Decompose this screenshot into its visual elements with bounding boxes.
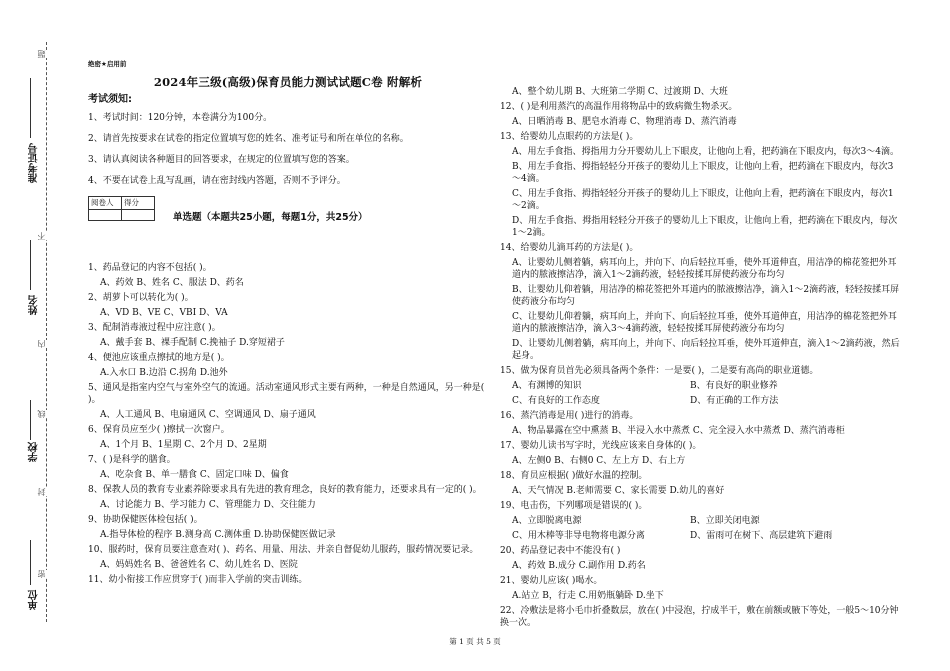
- question-text: 5、通风是指室内空气与室外空气的流通。活动室通风形式主要有两种，一种是自然通风，另一种是( )。: [88, 383, 485, 405]
- question-options: B、让婴幼儿仰着躺，用洁净的棉花签把外耳道内的脓液擦洁净，滴入1～2滴药液，轻轻按揉耳屏使药液分布均匀: [512, 285, 900, 307]
- question-text: 7、( )是科学的膳食。: [88, 455, 176, 465]
- question-options: A、药效 B.成分 C.副作用 D.药名: [512, 561, 646, 571]
- question-options: [500, 380, 900, 392]
- question-options: A、药效 B、姓名 C、服法 D、药名: [100, 278, 244, 288]
- seal-char: 密: [37, 570, 46, 578]
- score-header-grader: 阅卷人: [89, 197, 122, 210]
- option: C、用木棒等非导电物将电源分离: [512, 531, 645, 541]
- left-question-list: [88, 262, 488, 586]
- question-text: 12、( )是利用蒸汽的高温作用将物品中的致病微生物杀灭。: [500, 102, 738, 112]
- option: C、有良好的工作态度: [512, 396, 600, 406]
- field-underline: [30, 78, 31, 138]
- score-table: [88, 196, 155, 221]
- seal-char: 线: [37, 410, 46, 418]
- question-options: A、妈妈姓名 B、爸爸姓名 C、幼儿姓名 D、医院: [100, 560, 298, 570]
- question-options: A、用左手食指、拇指用力分开婴幼儿上下眼皮，让他向上看，把药滴在下眼皮内，每次3～4滴。: [512, 147, 899, 157]
- question-options: A、日晒消毒 B、肥皂水消毒 C、物理消毒 D、蒸汽消毒: [512, 117, 737, 127]
- question-text: 15、做为保育员首先必须具备两个条件：一是要( )，二是要有高尚的职业道德。: [500, 366, 819, 376]
- question-text: 21、婴幼儿应该( )喝水。: [500, 576, 603, 586]
- option: A、立即脱离电源: [512, 516, 582, 526]
- question-options: A、天气情况 B.老师需要 C、家长需要 D.幼儿的喜好: [512, 486, 725, 496]
- question-options: [500, 395, 900, 407]
- question-options: C、用左手食指、拇指轻轻分开孩子的婴幼儿上下眼皮，让他向上看，把药滴在下眼皮内，每次1～2滴。: [512, 189, 894, 211]
- score-cell-grader[interactable]: [89, 210, 122, 221]
- notice-heading: 考试须知:: [88, 94, 132, 105]
- question-options: A.入水口 B.边沿 C.拐角 D.池外: [100, 368, 228, 378]
- question-options: A.指导体检的程序 B.测身高 C.测体重 D.协助保健医做记录: [100, 530, 336, 540]
- question-text: 14、给婴幼儿滴耳药的方法是( )。: [500, 243, 639, 253]
- left-column: [88, 58, 488, 589]
- question-options: [500, 530, 900, 542]
- field-underline: [30, 540, 31, 585]
- question-options: A、左侧0 B、右侧0 C、左上方 D、右上方: [512, 456, 686, 466]
- question-text: 16、蒸汽消毒是用( )进行的消毒。: [500, 411, 639, 421]
- seal-char: 不: [37, 232, 46, 240]
- question-options: A、讨论能力 B、学习能力 C、管理能力 D、交往能力: [100, 500, 316, 510]
- question-text: 18、育员应根据( )做好水温的控制。: [500, 471, 648, 481]
- score-cell-score[interactable]: [122, 210, 155, 221]
- option: B、有良好的职业修养: [690, 381, 778, 391]
- question-options: D、用左手食指、拇指用轻轻分开孩子的婴幼儿上下眼皮，让他向上看，把药滴在下眼皮内，每次1～2滴。: [512, 216, 898, 238]
- option: A、有渊博的知识: [512, 381, 582, 391]
- question-options: A、物品暴露在空中熏蒸 B、半浸入水中蒸煮 C、完全浸入水中蒸煮 D、蒸汽消毒柜: [512, 426, 845, 436]
- notice-item: 3、请认真阅读各种题目的回答要求，在规定的位置填写您的答案。: [88, 155, 355, 165]
- question-options: C、让婴幼儿仰着躺，病耳向上，并向下、向后轻拉耳垂，使外耳道伸直，用洁净的棉花签把外耳道内的脓液擦洁净，滴入3～4滴药液，轻轻按揉耳屏使药液分布均匀: [512, 312, 897, 334]
- page-title: 2024年三级(高级)保育员能力测试试题C卷 附解析: [153, 75, 423, 89]
- question-text: 6、保育员应至少( )擦拭一次窗户。: [88, 425, 230, 435]
- question-options: A、1个月 B、1星期 C、2个月 D、2星期: [100, 440, 267, 450]
- question-text: 11、幼小衔接工作应贯穿于( )而非入学前的突击训练。: [88, 575, 308, 585]
- notice-item: 4、不要在试卷上乱写乱画，请在密封线内答题，否则不予评分。: [88, 176, 346, 186]
- section-heading: 单选题（本题共25小题，每题1分，共25分）: [173, 212, 368, 223]
- binding-margin: [0, 0, 72, 671]
- page-footer: 第 1 页 共 5 页: [449, 637, 501, 646]
- option: D、有正确的工作方法: [690, 396, 779, 406]
- question-text: 13、给婴幼儿点眼药的方法是( )。: [500, 132, 639, 142]
- notice-item: 2、请首先按要求在试卷的指定位置填写您的姓名、准考证号和所在单位的名称。: [88, 134, 409, 144]
- field-exam-number-label: 准考证号: [29, 143, 40, 183]
- seal-char: 封: [37, 488, 46, 496]
- question-options: A、整个幼儿期 B、大班第二学期 C、过渡期 D、大班: [512, 87, 728, 97]
- question-text: 8、保教人员的教育专业素养除要求具有先进的教育理念，良好的教育能力，还要求具有一定的( )。: [88, 485, 482, 495]
- question-options: A、戴手套 B、裸手配制 C.挽袖子 D.穿短裙子: [100, 338, 285, 348]
- field-name-label: 姓名: [29, 295, 40, 315]
- field-underline: [30, 240, 31, 290]
- seal-char: 内: [37, 340, 46, 348]
- option: B、立即关闭电源: [690, 516, 760, 526]
- question-options: A、吃杂食 B、单一膳食 C、固定口味 D、偏食: [100, 470, 289, 480]
- question-options: B、用左手食指、拇指轻轻分开孩子的婴幼儿上下眼皮，让他向上看，把药滴在下眼皮内，每次3～4滴。: [512, 162, 894, 184]
- seal-char: 题: [37, 50, 46, 58]
- question-options: A、让婴幼儿侧着躺，病耳向上，并向下、向后轻拉耳垂，使外耳道伸直，用洁净的棉花签把外耳道内的脓液擦洁净，滴入1～2滴药液，轻轻按揉耳屏使药液分布均匀: [512, 258, 897, 280]
- seal-dashed-line: [46, 42, 47, 622]
- question-options: A、VD B、VE C、VBI D、VA: [100, 308, 228, 318]
- score-row: [88, 196, 488, 224]
- question-text: 10、服药时，保育员要注意查对( )、药名、用量、用法、并亲自督促幼儿服药，服药情况要记录。: [88, 545, 479, 555]
- question-text: 1、药品登记的内容不包括( )。: [88, 263, 212, 273]
- question-text: 3、配制消毒液过程中应注意( )。: [88, 323, 221, 333]
- question-text: 17、婴幼儿读书写字时，光线应该来自身体的( )。: [500, 441, 702, 451]
- question-text: 19、电击伤，下列哪项是错误的( )。: [500, 501, 648, 511]
- notice-item: 1、考试时间：120分钟，本卷满分为100分。: [88, 113, 273, 123]
- question-text: 9、协助保健医体检包括( )。: [88, 515, 203, 525]
- right-column: [500, 58, 900, 632]
- question-options: A.站立 B，行走 C.用奶瓶躺卧 D.坐下: [512, 591, 664, 601]
- question-options: [500, 515, 900, 527]
- field-unit-label: 单位: [29, 590, 40, 610]
- secret-mark: 绝密★启用前: [88, 60, 127, 68]
- question-text: 22、冷敷法是将小毛巾折叠数层，放在( )中浸泡，拧成半干，敷在前额或腋下等处，一般5～10分钟换一次。: [500, 606, 899, 628]
- option: D、雷雨可在树下、高层建筑下避雨: [690, 531, 833, 541]
- question-text: 20、药品登记表中不能没有( ): [500, 546, 621, 556]
- question-text: 4、便池应该重点擦拭的地方是( )。: [88, 353, 230, 363]
- question-options: D、让婴幼儿侧着躺，病耳向上，并向下、向后轻拉耳垂，使外耳道伸直，滴入1～2滴药液，然后起身。: [512, 339, 900, 361]
- question-text: 2、胡萝卜可以转化为( )。: [88, 293, 194, 303]
- score-header-score: 得分: [122, 197, 155, 210]
- field-school-label: 学校: [29, 442, 40, 462]
- question-options: A、人工通风 B、电扇通风 C、空调通风 D、扇子通风: [100, 410, 316, 420]
- field-underline: [30, 400, 31, 440]
